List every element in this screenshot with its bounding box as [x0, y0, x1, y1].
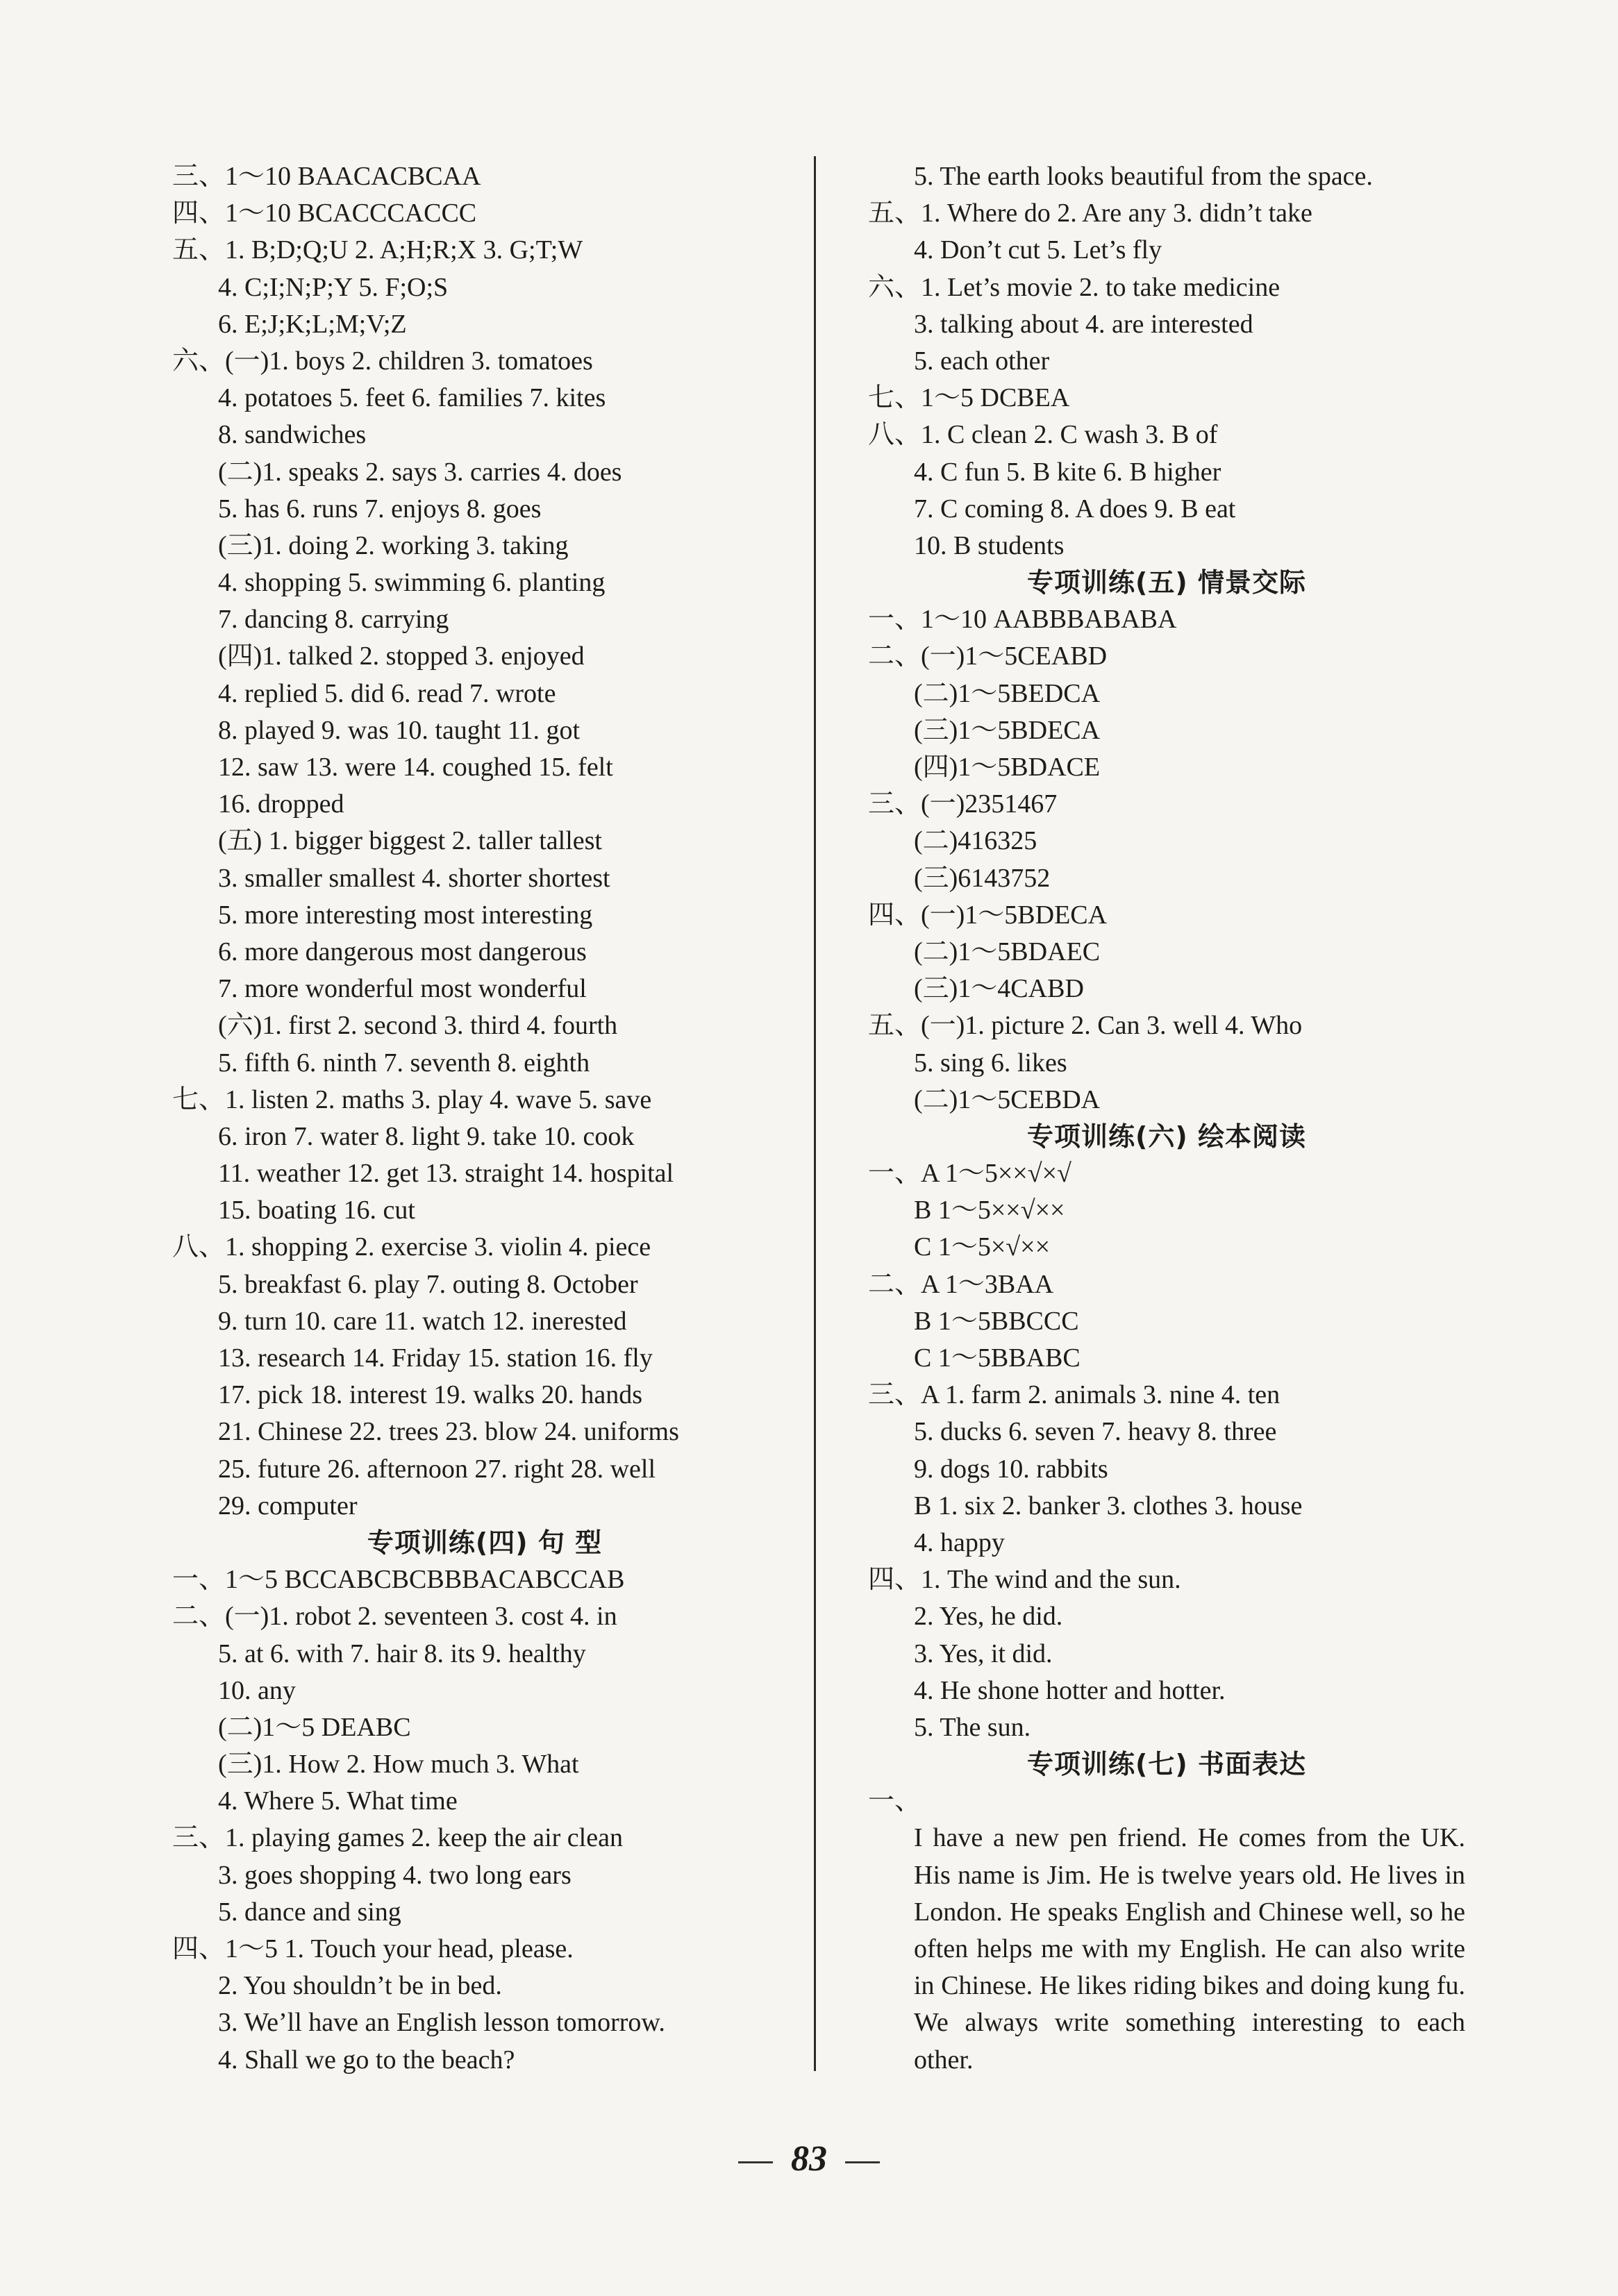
- right-column-lines: [868, 158, 1465, 1783]
- answer-line: 三、A 1. farm 2. animals 3. nine 4. ten: [868, 1380, 1281, 1410]
- answer-line: (五) 1. bigger biggest 2. taller tallest: [218, 826, 602, 856]
- answer-line: (四)1～5BDACE: [914, 753, 1101, 782]
- answer-line: (二)1～5CEBDA: [914, 1084, 1101, 1114]
- answer-line: 7. more wonderful most wonderful: [218, 974, 587, 1004]
- answer-line: 11. weather 12. get 13. straight 14. hospital: [218, 1159, 674, 1189]
- column-divider: [814, 156, 816, 2071]
- answer-line: (三)1～4CABD: [914, 974, 1084, 1004]
- answer-line: 六、1. Let’s movie 2. to take medicine: [868, 272, 1281, 302]
- answer-line: 4. C;I;N;P;Y 5. F;O;S: [218, 272, 449, 302]
- answer-line: 10. B students: [914, 530, 1065, 560]
- answer-line: 4. potatoes 5. feet 6. families 7. kites: [218, 383, 606, 413]
- answer-line: 一、1～10 AABBBABABA: [868, 605, 1177, 635]
- answer-line: 一、1～5 BCCABCBCBBBACABCCAB: [172, 1565, 625, 1595]
- answer-line: 8. played 9. was 10. taught 11. got: [218, 715, 581, 745]
- answer-line: (二)1. speaks 2. says 3. carries 4. does: [218, 457, 622, 487]
- answer-line: 5. each other: [914, 346, 1050, 376]
- section-heading: 专项训练(四) 句 型: [367, 1527, 603, 1558]
- answer-line: 10. any: [218, 1675, 296, 1705]
- right-column: [868, 158, 1465, 2079]
- answer-line: 8. sandwiches: [218, 420, 367, 450]
- answer-line: 四、(一)1～5BDECA: [868, 900, 1108, 930]
- answer-line: 6. more dangerous most dangerous: [218, 937, 587, 966]
- answer-line: 5. at 6. with 7. hair 8. its 9. healthy: [218, 1639, 586, 1668]
- answer-line: B 1～5BBCCC: [914, 1306, 1079, 1336]
- answer-line: (二)1～5BEDCA: [914, 678, 1101, 708]
- answer-line: 29. computer: [218, 1491, 358, 1520]
- answer-line: 5. more interesting most interesting: [218, 900, 593, 930]
- answer-line: 二、(一)1. robot 2. seventeen 3. cost 4. in: [172, 1602, 617, 1632]
- answer-line: 八、1. shopping 2. exercise 3. violin 4. piece: [172, 1232, 651, 1262]
- section-heading: 专项训练(七) 书面表达: [1027, 1749, 1306, 1780]
- section-heading: 专项训练(五) 情景交际: [1027, 567, 1306, 598]
- answer-line: 4. He shone hotter and hotter.: [914, 1675, 1226, 1705]
- answer-line: 5. dance and sing: [218, 1897, 401, 1927]
- answer-line: (三)6143752: [914, 863, 1051, 893]
- answer-line: 4. replied 5. did 6. read 7. wrote: [218, 678, 556, 708]
- answer-line: 3. talking about 4. are interested: [914, 309, 1253, 339]
- answer-line: 4. C fun 5. B kite 6. B higher: [914, 457, 1221, 487]
- answer-line: 四、1～5 1. Touch your head, please.: [172, 1934, 574, 1963]
- answer-line: 五、1. B;D;Q;U 2. A;H;R;X 3. G;T;W: [172, 235, 583, 265]
- answer-line: (四)1. talked 2. stopped 3. enjoyed: [218, 642, 585, 671]
- answer-line: 五、(一)1. picture 2. Can 3. well 4. Who: [868, 1011, 1303, 1041]
- answer-line: 7. dancing 8. carrying: [218, 605, 449, 635]
- answer-line: B 1. six 2. banker 3. clothes 3. house: [914, 1491, 1303, 1520]
- essay-text: I have a new pen friend. He comes from the UK. His name is Jim. He is twelve years old. He lives in London. He speaks English and Chinese well, so he often helps me with my English. He can also write in Chinese. He likes riding bikes and doing kung fu. We always write something interesting to each other.: [914, 1823, 1465, 2075]
- answer-line: 六、(一)1. boys 2. children 3. tomatoes: [172, 346, 593, 376]
- answer-line: 5. has 6. runs 7. enjoys 8. goes: [218, 494, 542, 523]
- answer-line: 16. dropped: [218, 789, 344, 819]
- answer-line: 25. future 26. afternoon 27. right 28. well: [218, 1454, 656, 1484]
- answer-line: 四、1. The wind and the sun.: [868, 1565, 1181, 1595]
- answer-line: 3. goes shopping 4. two long ears: [218, 1860, 572, 1890]
- answer-line: 3. Yes, it did.: [914, 1639, 1053, 1668]
- answer-line: 5. fifth 6. ninth 7. seventh 8. eighth: [218, 1048, 590, 1078]
- answer-line: 3. smaller smallest 4. shorter shortest: [218, 863, 610, 893]
- answer-line: 二、(一)1～5CEABD: [868, 642, 1108, 671]
- answer-line: 15. boating 16. cut: [218, 1196, 415, 1225]
- answer-line: 一、A 1～5××√×√: [868, 1159, 1071, 1189]
- answer-line: 4. Don’t cut 5. Let’s fly: [914, 235, 1162, 265]
- answer-line: 4. Where 5. What time: [218, 1786, 458, 1816]
- answer-line: 3. We’ll have an English lesson tomorrow.: [218, 2008, 665, 2038]
- answer-line: 17. pick 18. interest 19. walks 20. hands: [218, 1380, 643, 1410]
- answer-line: 21. Chinese 22. trees 23. blow 24. uniforms: [218, 1417, 679, 1447]
- answer-line: 9. dogs 10. rabbits: [914, 1454, 1108, 1484]
- answer-line: 5. The sun.: [914, 1712, 1031, 1742]
- answer-line: C 1～5BBABC: [914, 1343, 1081, 1373]
- left-column: [172, 158, 797, 2079]
- essay-block: [868, 1783, 1465, 2079]
- answer-line: 5. ducks 6. seven 7. heavy 8. three: [914, 1417, 1277, 1447]
- answer-line: 四、1～10 BCACCCACCC: [172, 199, 477, 228]
- answer-line: 2. Yes, he did.: [914, 1602, 1063, 1632]
- answer-line: 5. sing 6. likes: [914, 1048, 1067, 1078]
- answer-line: 5. The earth looks beautiful from the space.: [914, 162, 1373, 191]
- answer-line: 7. C coming 8. A does 9. B eat: [914, 494, 1236, 523]
- answer-line: 三、(一)2351467: [868, 789, 1058, 819]
- page-number: 83: [0, 2138, 1618, 2179]
- answer-line: (三)1～5BDECA: [914, 715, 1101, 745]
- answer-line: 6. iron 7. water 8. light 9. take 10. cook: [218, 1121, 635, 1151]
- answer-line: (三)1. doing 2. working 3. taking: [218, 530, 569, 560]
- essay-lead: 一、: [868, 1786, 921, 1816]
- answer-line: 9. turn 10. care 11. watch 12. inerested: [218, 1306, 627, 1336]
- answer-line: (三)1. How 2. How much 3. What: [218, 1750, 579, 1779]
- answer-line: (二)1～5 DEABC: [218, 1712, 411, 1742]
- answer-line: (二)1～5BDAEC: [914, 937, 1101, 966]
- section-heading: 专项训练(六) 绘本阅读: [1027, 1121, 1306, 1152]
- answer-line: 4. happy: [914, 1527, 1005, 1557]
- answer-line: 二、A 1～3BAA: [868, 1269, 1054, 1299]
- answer-line: 4. Shall we go to the beach?: [218, 2045, 515, 2075]
- answer-line: 13. research 14. Friday 15. station 16. fly: [218, 1343, 653, 1373]
- answer-line: 三、1. playing games 2. keep the air clean: [172, 1823, 623, 1853]
- answer-line: (六)1. first 2. second 3. third 4. fourth: [218, 1011, 618, 1041]
- answer-line: 八、1. C clean 2. C wash 3. B of: [868, 420, 1218, 450]
- answer-line: B 1～5××√××: [914, 1196, 1065, 1225]
- answer-line: 五、1. Where do 2. Are any 3. didn’t take: [868, 199, 1312, 228]
- answer-line: 2. You shouldn’t be in bed.: [218, 1971, 502, 2001]
- answer-line: 6. E;J;K;L;M;V;Z: [218, 309, 407, 339]
- answer-line: 12. saw 13. were 14. coughed 15. felt: [218, 753, 613, 782]
- answer-line: (二)416325: [914, 826, 1037, 856]
- answer-line: 5. breakfast 6. play 7. outing 8. October: [218, 1269, 638, 1299]
- answer-line: 三、1～10 BAACACBCAA: [172, 162, 481, 191]
- answer-line: 4. shopping 5. swimming 6. planting: [218, 568, 606, 598]
- answer-line: C 1～5×√××: [914, 1232, 1050, 1262]
- answer-line: 七、1～5 DCBEA: [868, 383, 1070, 413]
- answer-line: 七、1. listen 2. maths 3. play 4. wave 5. save: [172, 1084, 652, 1114]
